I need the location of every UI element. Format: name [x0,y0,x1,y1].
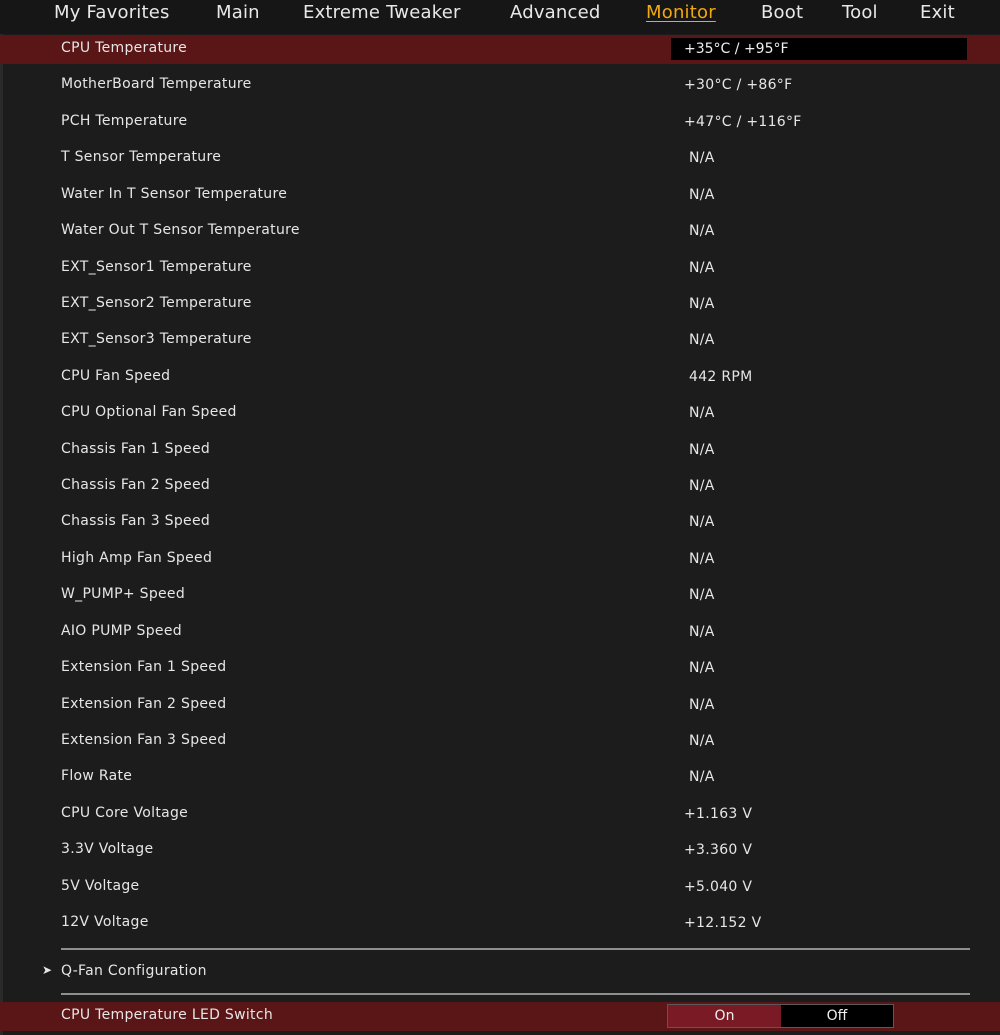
row-value: N/A [689,260,715,276]
tab-main[interactable]: Main [216,2,260,23]
monitor-row [0,108,1000,137]
row-value: N/A [689,296,715,312]
row-value: N/A [689,150,715,166]
monitor-row [0,654,1000,683]
tab-boot[interactable]: Boot [761,2,804,23]
monitor-row [0,144,1000,173]
row-label: CPU Optional Fan Speed [61,404,237,420]
row-value: +12.152 V [684,915,762,931]
row-label: T Sensor Temperature [61,149,222,165]
row-label: Water Out T Sensor Temperature [61,222,300,238]
row-label: CPU Temperature [61,40,188,56]
monitor-row [0,581,1000,610]
row-label: Extension Fan 1 Speed [61,659,227,675]
row-label: W_PUMP+ Speed [61,586,186,602]
row-value: N/A [689,478,715,494]
monitor-row [0,836,1000,865]
top-nav-bar [0,0,1000,34]
monitor-row [0,181,1000,210]
tab-monitor[interactable]: Monitor [646,2,716,23]
row-value: +1.163 V [684,806,753,822]
monitor-row [0,800,1000,829]
monitor-row [0,508,1000,537]
row-value: N/A [689,187,715,203]
row-value: N/A [689,733,715,749]
row-label: 3.3V Voltage [61,841,154,857]
row-value: +35°C / +95°F [684,41,789,57]
row-label: MotherBoard Temperature [61,76,252,92]
row-label: Water In T Sensor Temperature [61,186,288,202]
row-label: Extension Fan 3 Speed [61,732,227,748]
monitor-row [0,217,1000,246]
row-value: N/A [689,551,715,567]
tab-extreme-tweaker[interactable]: Extreme Tweaker [303,2,461,23]
monitor-row [0,763,1000,792]
row-value: N/A [689,587,715,603]
row-value: N/A [689,332,715,348]
monitor-row [0,873,1000,902]
monitor-row [0,691,1000,720]
monitor-row [0,290,1000,319]
row-label: Chassis Fan 2 Speed [61,477,211,493]
row-value: N/A [689,442,715,458]
monitor-row [0,363,1000,392]
led-switch-label: CPU Temperature LED Switch [61,1007,274,1023]
monitor-row [0,326,1000,355]
row-value: N/A [689,660,715,676]
monitor-row [0,254,1000,283]
divider [61,993,970,995]
row-label: Chassis Fan 3 Speed [61,513,211,529]
value-box [671,38,967,60]
row-label: AIO PUMP Speed [61,623,182,639]
submenu-label: Q-Fan Configuration [61,963,207,979]
row-value: +5.040 V [684,879,753,895]
row-value: N/A [689,223,715,239]
monitor-row [0,436,1000,465]
q-fan-configuration-item[interactable] [0,960,1000,984]
tab-tool[interactable]: Tool [842,2,878,23]
toggle-off-option[interactable]: Off [826,1008,848,1024]
row-value: N/A [689,697,715,713]
row-value: +3.360 V [684,842,753,858]
monitor-row [0,472,1000,501]
row-label: 12V Voltage [61,914,149,930]
row-label: Flow Rate [61,768,133,784]
row-label: PCH Temperature [61,113,188,129]
monitor-row [0,727,1000,756]
row-value: N/A [689,405,715,421]
row-value: N/A [689,624,715,640]
tab-exit[interactable]: Exit [920,2,955,23]
monitor-row [0,618,1000,647]
led-switch-toggle[interactable] [667,1004,894,1028]
divider [61,948,970,950]
row-label: High Amp Fan Speed [61,550,213,566]
row-label: Extension Fan 2 Speed [61,696,227,712]
row-label: CPU Fan Speed [61,368,171,384]
monitor-row[interactable] [0,35,1000,64]
monitor-row [0,71,1000,100]
monitor-row [0,399,1000,428]
row-value: 442 RPM [689,369,753,385]
row-label: Chassis Fan 1 Speed [61,441,211,457]
toggle-on-option[interactable]: On [668,1005,781,1027]
row-value: N/A [689,769,715,785]
monitor-row [0,909,1000,938]
row-label: EXT_Sensor1 Temperature [61,259,252,275]
tab-advanced[interactable]: Advanced [510,2,601,23]
tab-my-favorites[interactable]: My Favorites [54,2,170,23]
row-value: +30°C / +86°F [684,77,793,93]
row-label: 5V Voltage [61,878,140,894]
row-label: EXT_Sensor2 Temperature [61,295,252,311]
row-value: N/A [689,514,715,530]
monitor-row [0,545,1000,574]
row-value: +47°C / +116°F [684,114,802,130]
submenu-arrow-icon: ➤ [42,963,53,977]
cpu-temp-led-switch-row[interactable] [0,1002,1000,1031]
row-label: EXT_Sensor3 Temperature [61,331,252,347]
row-label: CPU Core Voltage [61,805,189,821]
